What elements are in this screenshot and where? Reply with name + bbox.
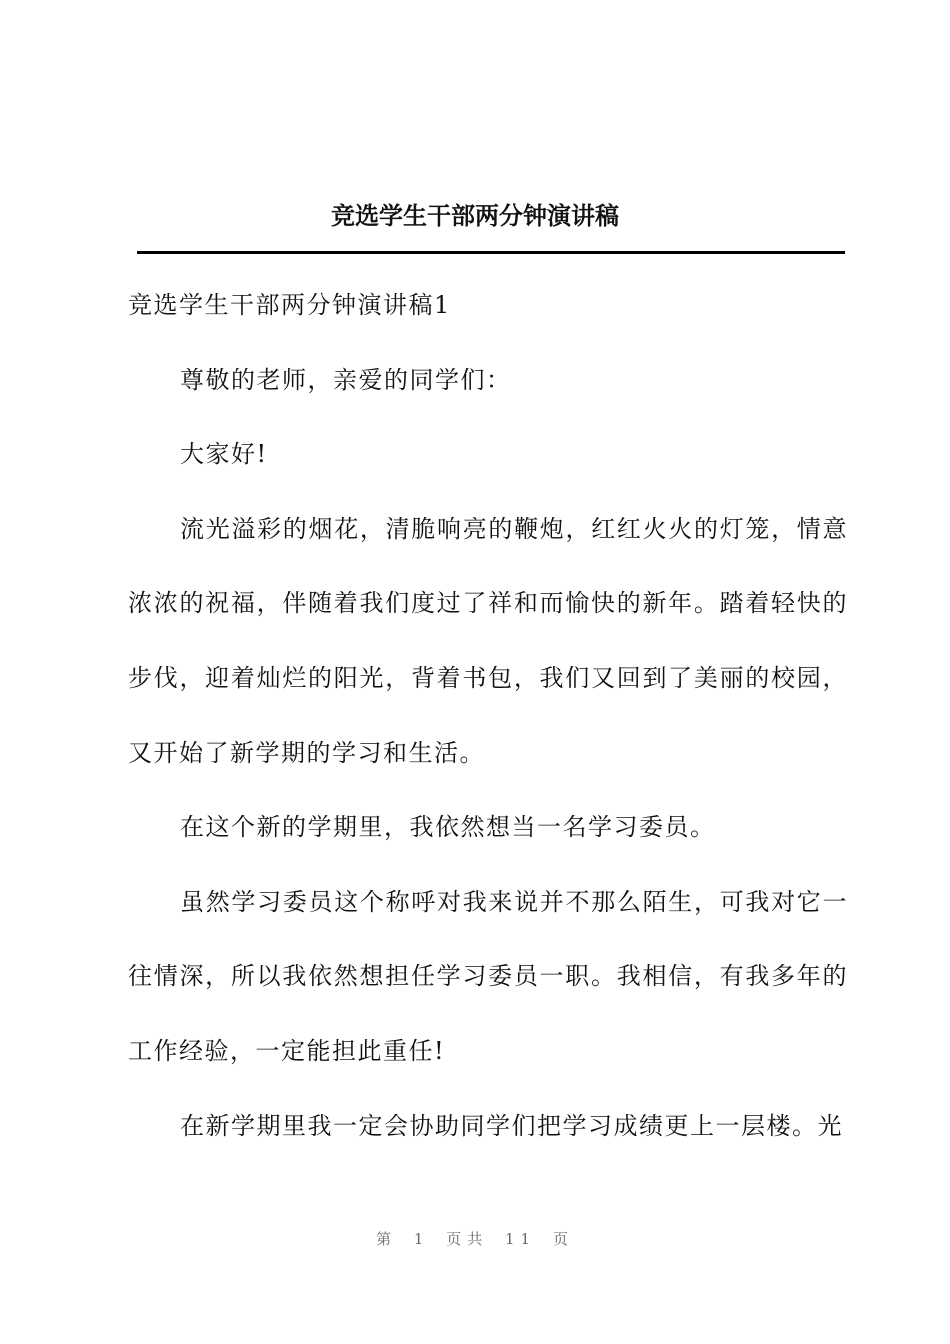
page-footer: 第 1 页共 11 页 bbox=[376, 1230, 574, 1248]
paragraph-reason: 虽然学习委员这个称呼对我来说并不那么陌生，可我对它一往情深，所以我依然想担任学习委员一职。我相信，有我多年的工作经验，一定能担此重任! bbox=[128, 887, 848, 1065]
title-underline bbox=[137, 251, 845, 254]
document-title: 竞选学生干部两分钟演讲稿 bbox=[331, 201, 619, 230]
paragraph-greeting: 尊敬的老师，亲爱的同学们： bbox=[180, 365, 512, 394]
paragraph-intention: 在这个新的学期里，我依然想当一名学习委员。 bbox=[180, 813, 716, 842]
paragraph-plan: 在新学期里我一定会协助同学们把学习成绩更上一层楼。光 bbox=[180, 1111, 843, 1140]
paragraph-hello: 大家好! bbox=[180, 440, 268, 469]
section-heading: 竞选学生干部两分钟演讲稿1 bbox=[128, 291, 451, 319]
document-body bbox=[128, 268, 848, 1163]
paragraph-new-year: 流光溢彩的烟花，清脆响亮的鞭炮，红红火火的灯笼，情意浓浓的祝福，伴随着我们度过了祥和而愉快的新年。踏着轻快的步伐，迎着灿烂的阳光，背着书包，我们又回到了美丽的校园，又开始了新学期的学习和生活。 bbox=[128, 514, 848, 767]
